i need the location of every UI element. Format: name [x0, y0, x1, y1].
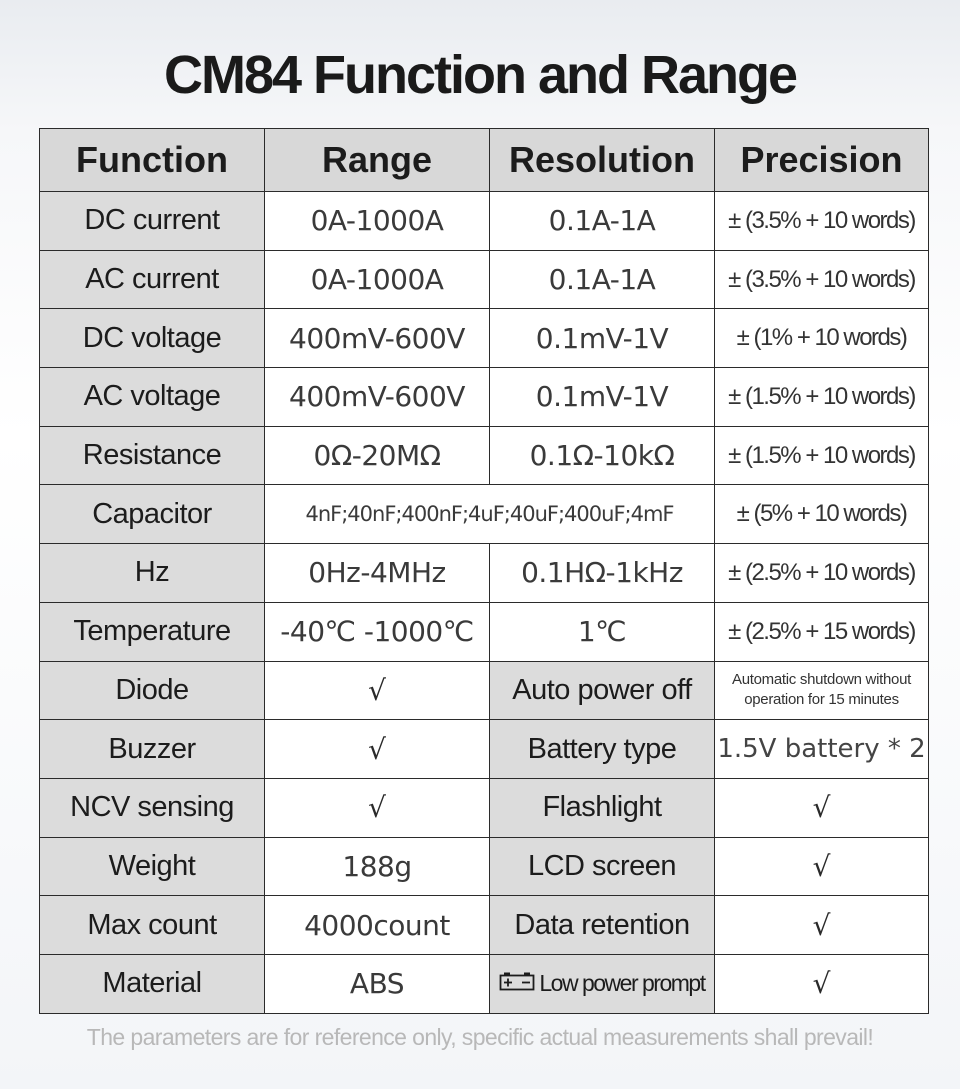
- feature-check: √: [715, 954, 929, 1013]
- feature-value: [715, 661, 929, 720]
- table-header-row: [40, 129, 929, 192]
- feature-value: 188g: [265, 837, 490, 896]
- table-row: [40, 778, 929, 837]
- resolution-value: 0.1Ω-10kΩ: [490, 426, 715, 485]
- feature-label: Data retention: [490, 896, 715, 955]
- range-value: 400mV-600V: [265, 309, 490, 368]
- precision-value: ± (3.5% + 10 words): [715, 192, 929, 251]
- range-value: -40℃ -1000℃: [265, 602, 490, 661]
- precision-value: ± (5% + 10 words): [715, 485, 929, 544]
- feature-label: Buzzer: [40, 720, 265, 779]
- function-label: AC voltage: [40, 368, 265, 427]
- feature-check: √: [265, 661, 490, 720]
- table-row: [40, 192, 929, 251]
- precision-value: ± (1.5% + 10 words): [715, 426, 929, 485]
- header-function: Function: [40, 129, 265, 192]
- feature-label-low-power: [490, 954, 715, 1013]
- resolution-value: 0.1HΩ-1kHz: [490, 544, 715, 603]
- function-label: DC current: [40, 192, 265, 251]
- table-row: [40, 896, 929, 955]
- table-row: [40, 368, 929, 427]
- spec-table: [39, 128, 929, 1014]
- feature-label: Diode: [40, 661, 265, 720]
- feature-check: √: [715, 837, 929, 896]
- resolution-value: 0.1mV-1V: [490, 368, 715, 427]
- header-resolution: Resolution: [490, 129, 715, 192]
- feature-value: 1.5V battery * 2: [715, 720, 929, 779]
- feature-label: NCV sensing: [40, 778, 265, 837]
- disclaimer-footer: The parameters are for reference only, specific actual measurements shall prevail!: [86, 1024, 874, 1050]
- table-row: [40, 485, 929, 544]
- range-value: 4nF;40nF;400nF;4uF;40uF;400uF;4mF: [265, 485, 715, 544]
- feature-value: ABS: [265, 954, 490, 1013]
- feature-check: √: [265, 778, 490, 837]
- feature-label: Battery type: [490, 720, 715, 779]
- resolution-value: 0.1A-1A: [490, 192, 715, 251]
- function-label: DC voltage: [40, 309, 265, 368]
- precision-value: ± (1% + 10 words): [715, 309, 929, 368]
- function-label: Resistance: [40, 426, 265, 485]
- table-row: [40, 661, 929, 720]
- battery-icon: [499, 971, 535, 998]
- feature-check: √: [265, 720, 490, 779]
- table-row: [40, 954, 929, 1013]
- table-row: [40, 544, 929, 603]
- table-row: [40, 250, 929, 309]
- page-title: CM84 Function and Range: [163, 45, 797, 105]
- table-row: [40, 602, 929, 661]
- range-value: 400mV-600V: [265, 368, 490, 427]
- feature-label: Material: [40, 954, 265, 1013]
- feature-label: Weight: [40, 837, 265, 896]
- feature-label: Max count: [40, 896, 265, 955]
- feature-check: √: [715, 896, 929, 955]
- table-row: [40, 309, 929, 368]
- range-value: 0A-1000A: [265, 250, 490, 309]
- precision-value: ± (2.5% + 15 words): [715, 602, 929, 661]
- auto-shutdown-note: Automatic shutdown without operation for 15 minutes: [732, 671, 911, 709]
- resolution-value: 0.1A-1A: [490, 250, 715, 309]
- feature-label: Flashlight: [490, 778, 715, 837]
- feature-check: √: [715, 778, 929, 837]
- header-precision: Precision: [715, 129, 929, 192]
- function-label: AC current: [40, 250, 265, 309]
- feature-value: 4000count: [265, 896, 490, 955]
- function-label: Capacitor: [40, 485, 265, 544]
- table-row: [40, 837, 929, 896]
- precision-value: ± (1.5% + 10 words): [715, 368, 929, 427]
- function-label: Temperature: [40, 602, 265, 661]
- precision-value: ± (3.5% + 10 words): [715, 250, 929, 309]
- low-power-label: Low power prompt: [539, 969, 705, 996]
- header-range: Range: [265, 129, 490, 192]
- precision-value: ± (2.5% + 10 words): [715, 544, 929, 603]
- feature-label: LCD screen: [490, 837, 715, 896]
- range-value: 0Hz-4MHz: [265, 544, 490, 603]
- feature-label: Auto power off: [490, 661, 715, 720]
- resolution-value: 0.1mV-1V: [490, 309, 715, 368]
- function-label: Hz: [40, 544, 265, 603]
- range-value: 0Ω-20MΩ: [265, 426, 490, 485]
- resolution-value: 1℃: [490, 602, 715, 661]
- range-value: 0A-1000A: [265, 192, 490, 251]
- table-row: [40, 720, 929, 779]
- table-row: [40, 426, 929, 485]
